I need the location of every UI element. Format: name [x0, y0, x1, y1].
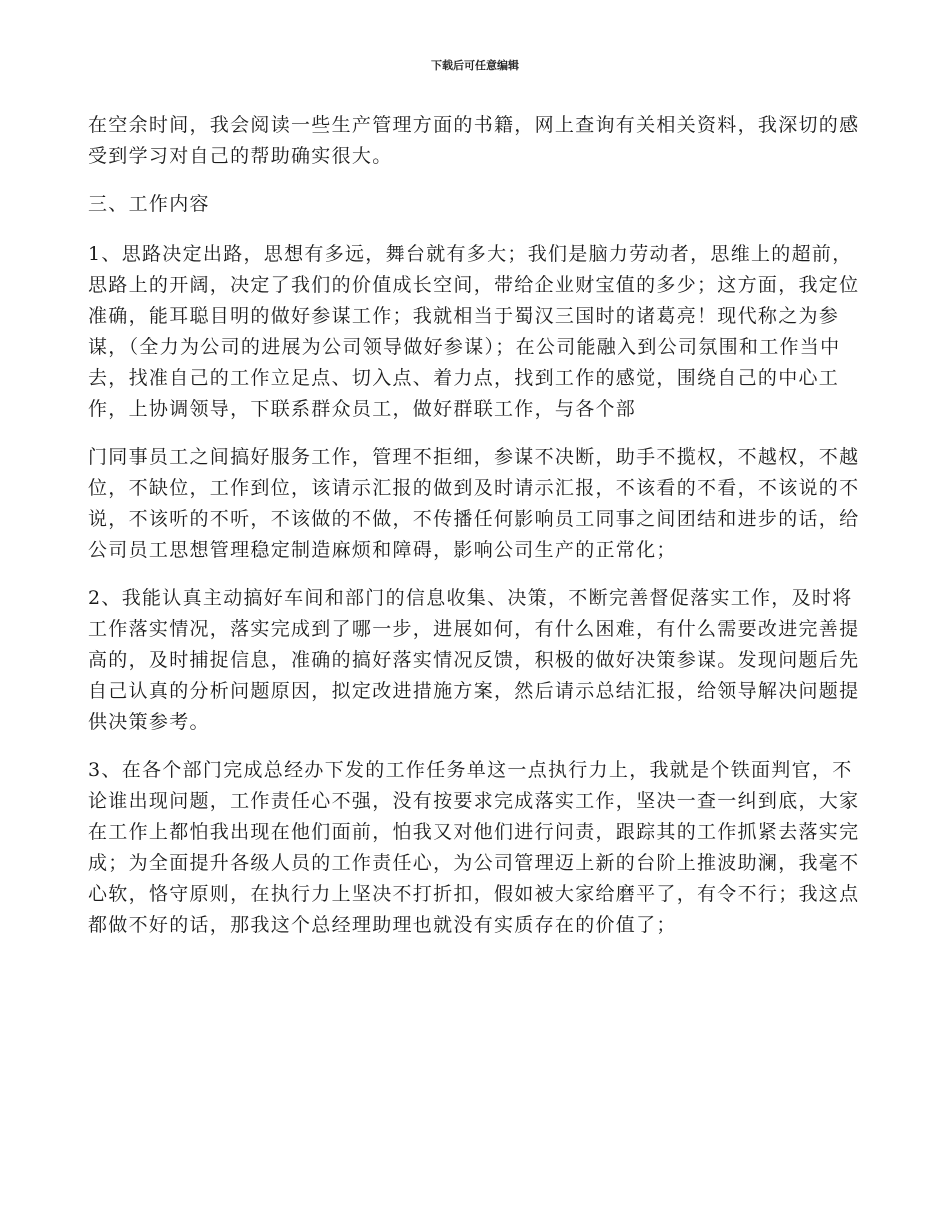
paragraph-item-3: 3、在各个部门完成总经办下发的工作任务单这一点执行力上，我就是个铁面判官，不论谁出现问题，工作责任心不强，没有按要求完成落实工作，坚决一查一纠到底，大家在工作上都怕我出现在他们面前，怕我又对他们进行问责，跟踪其的工作抓紧去落实完成；为全面提升各级人员的工作责任心，为公司管理迈上新的台阶上推波助澜，我毫不心软，恪守原则，在执行力上坚决不打折扣，假如被大家给磨平了，有令不行；我这点都做不好的话，那我这个总经理助理也就没有实质存在的价值了； — [88, 759, 860, 936]
paragraph-item-1: 1、思路决定出路，思想有多远，舞台就有多大；我们是脑力劳动者，思维上的超前，思路上的开阔，决定了我们的价值成长空间，带给企业财宝值的多少；这方面，我定位准确，能耳聪目明的做好参谋工作；我就相当于蜀汉三国时的诸葛亮！现代称之为参谋，（全力为公司的进展为公司领导做好参谋）；在公司能融入到公司氛围和工作当中去，找准自己的工作立足点、切入点、着力点，找到工作的感觉，围绕自己的中心工作，上协调领导，下联系群众员工，做好群联工作，与各个部 — [88, 243, 860, 420]
paragraph-study: 在空余时间，我会阅读一些生产管理方面的书籍，网上查询有关相关资料，我深切的感受到学习对自己的帮助确实很大。 — [88, 114, 860, 167]
section-heading: 三、工作内容 — [88, 193, 210, 215]
paragraph-item-2: 2、我能认真主动搞好车间和部门的信息收集、决策，不断完善督促落实工作，及时将工作落实情况，落实完成到了哪一步，进展如何，有什么困难，有什么需要改进完善提高的，及时捕捉信息，准确的搞好落实情况反馈，积极的做好决策参谋。发现问题后先自己认真的分析问题原因，拟定改进措施方案，然后请示总结汇报，给领导解决问题提供决策参考。 — [88, 587, 860, 733]
document-body — [88, 110, 863, 958]
page-header: 下载后可任意编辑 — [431, 59, 519, 72]
paragraph-item-1-continued: 门同事员工之间搞好服务工作，管理不拒细，参谋不决断，助手不揽权，不越权，不越位，不缺位，工作到位，该请示汇报的做到及时请示汇报，不该看的不看，不该说的不说，不该听的不听，不该做的不做，不传播任何影响员工同事之间团结和进步的话，给公司员工思想管理稳定制造麻烦和障碍，影响公司生产的正常化； — [88, 446, 860, 561]
